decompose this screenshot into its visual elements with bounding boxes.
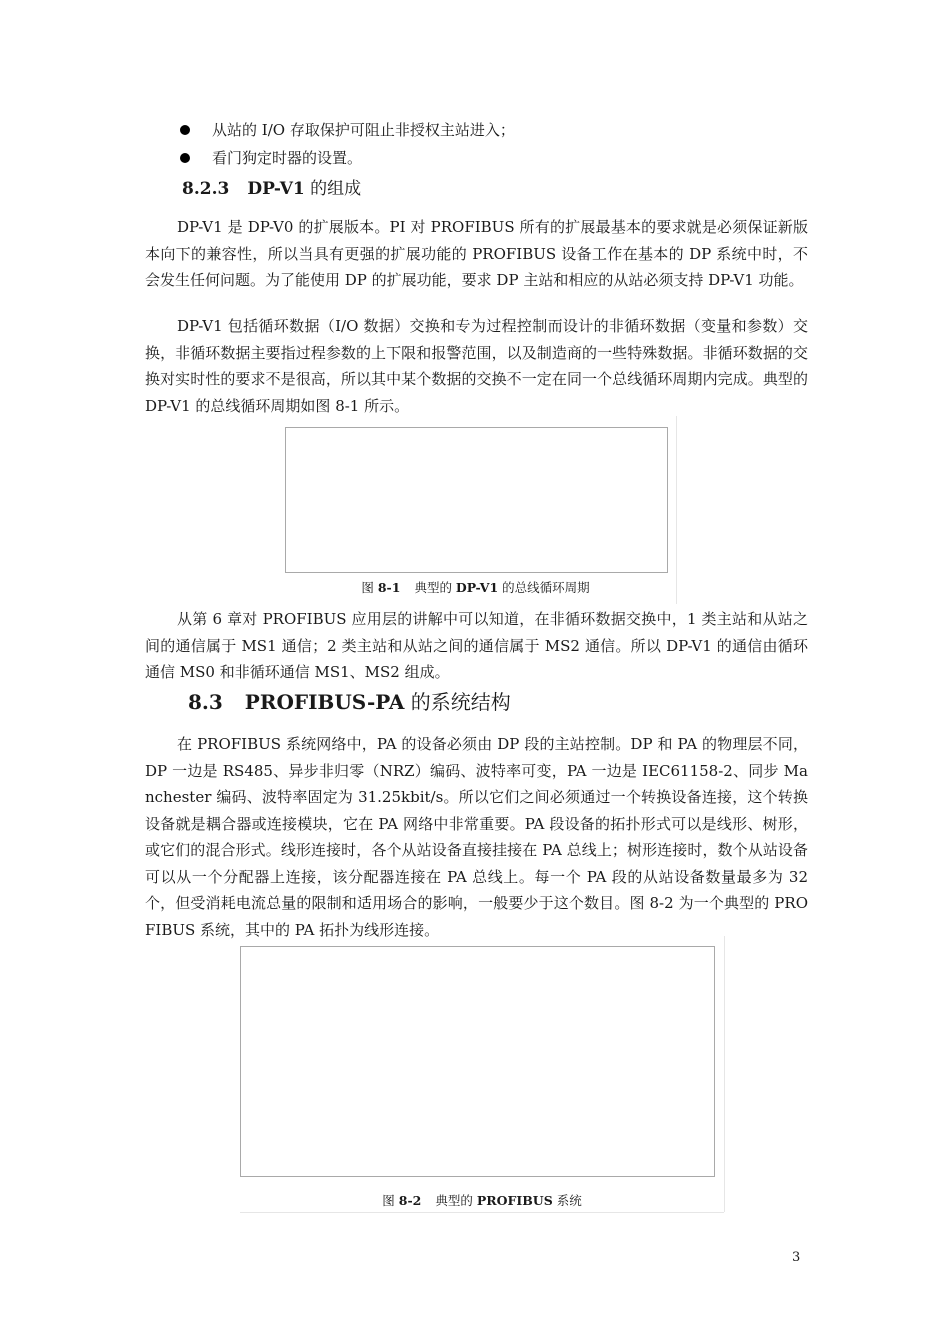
figure-8-1-caption: 图 8-1 典型的 DP-V1 的总线循环周期: [361, 580, 590, 595]
page-number: 3: [792, 1250, 801, 1265]
figure-8-1-image: [285, 427, 668, 573]
section-title-rest: 的系统结构: [404, 690, 511, 714]
bullet-item: 从站的 I/O 存取保护可阻止非授权主站进入；: [178, 116, 818, 144]
bullet-dot-icon: [180, 125, 190, 135]
bullet-item: 看门狗定时器的设置。: [178, 144, 818, 172]
paragraph-dp-v1-data: DP-V1 包括循环数据（I/O 数据）交换和专为过程控制而设计的非循环数据（变量和参数）交换，非循环数据主要指过程参数的上下限和报警范围，以及制造商的一些特殊数据。非循环数据的交换对实时性的要求不是很高，所以其中某个数据的交换不一定在同一个总线循环周期内完成。典型的 DP-V1 的总线循环周期如图 8-1 所示。: [145, 317, 808, 415]
figure-8-2-image: [240, 946, 715, 1177]
paragraph-dp-v1-intro: DP-V1 是 DP-V0 的扩展版本。PI 对 PROFIBUS 所有的扩展最基本的要求就是必须保证新版本向下的兼容性，所以当具有更强的扩展功能的 PROFIBUS 设备工作在基本的 DP 系统中时，不会发生任何问题。为了能使用 DP 的扩展功能，要求 DP 主站和相应的从站必须支持 DP-V1 功能。: [145, 218, 808, 289]
section-heading-8-2-3: [182, 175, 361, 203]
section-title-bold: PROFIBUS-PA: [244, 690, 405, 714]
section-heading-8-3: [188, 686, 511, 718]
section-number: 8.2.3: [182, 179, 230, 199]
bullet-list: [178, 116, 818, 172]
bullet-dot-icon: [180, 153, 190, 163]
section-title-rest: 的组成: [304, 179, 362, 199]
figure-8-2-caption: 图 8-2 典型的 PROFIBUS 系统: [382, 1193, 582, 1208]
paragraph-pa-structure: 在 PROFIBUS 系统网络中，PA 的设备必须由 DP 段的主站控制。DP 和 PA 的物理层不同，DP 一边是 RS485、异步非归零（NRZ）编码、波特率可变，PA 一边是 IEC61158-2、同步 Manchester 编码、波特率固定为 31.25kbit/s。所以它们之间必须通过一个转换设备连接，这个转换设备就是耦合器或连接模块，它在 PA 网络中非常重要。PA 段设备的拓扑形式可以是线形、树形，或它们的混合形式。线形连接时，各个从站设备直接挂接在 PA 总线上；树形连接时，数个从站设备可以从一个分配器上连接，该分配器连接在 PA 总线上。每一个 PA 段的从站设备数量最多为 32 个，但受消耗电流总量的限制和适用场合的影响，一般要少于这个数目。图 8-2 为一个典型的 PROFIBUS 系统，其中的 PA 拓扑为线形连接。: [145, 735, 808, 939]
section-number: 8.3: [188, 690, 223, 714]
section-title-bold: DP-V1: [247, 179, 305, 199]
paragraph-ms-communication: 从第 6 章对 PROFIBUS 应用层的讲解中可以知道，在非循环数据交换中，1 类主站和从站之间的通信属于 MS1 通信；2 类主站和从站之间的通信属于 MS2 通信。所以 DP-V1 的通信由循环通信 MS0 和非循环通信 MS1、MS2 组成。: [145, 610, 808, 681]
